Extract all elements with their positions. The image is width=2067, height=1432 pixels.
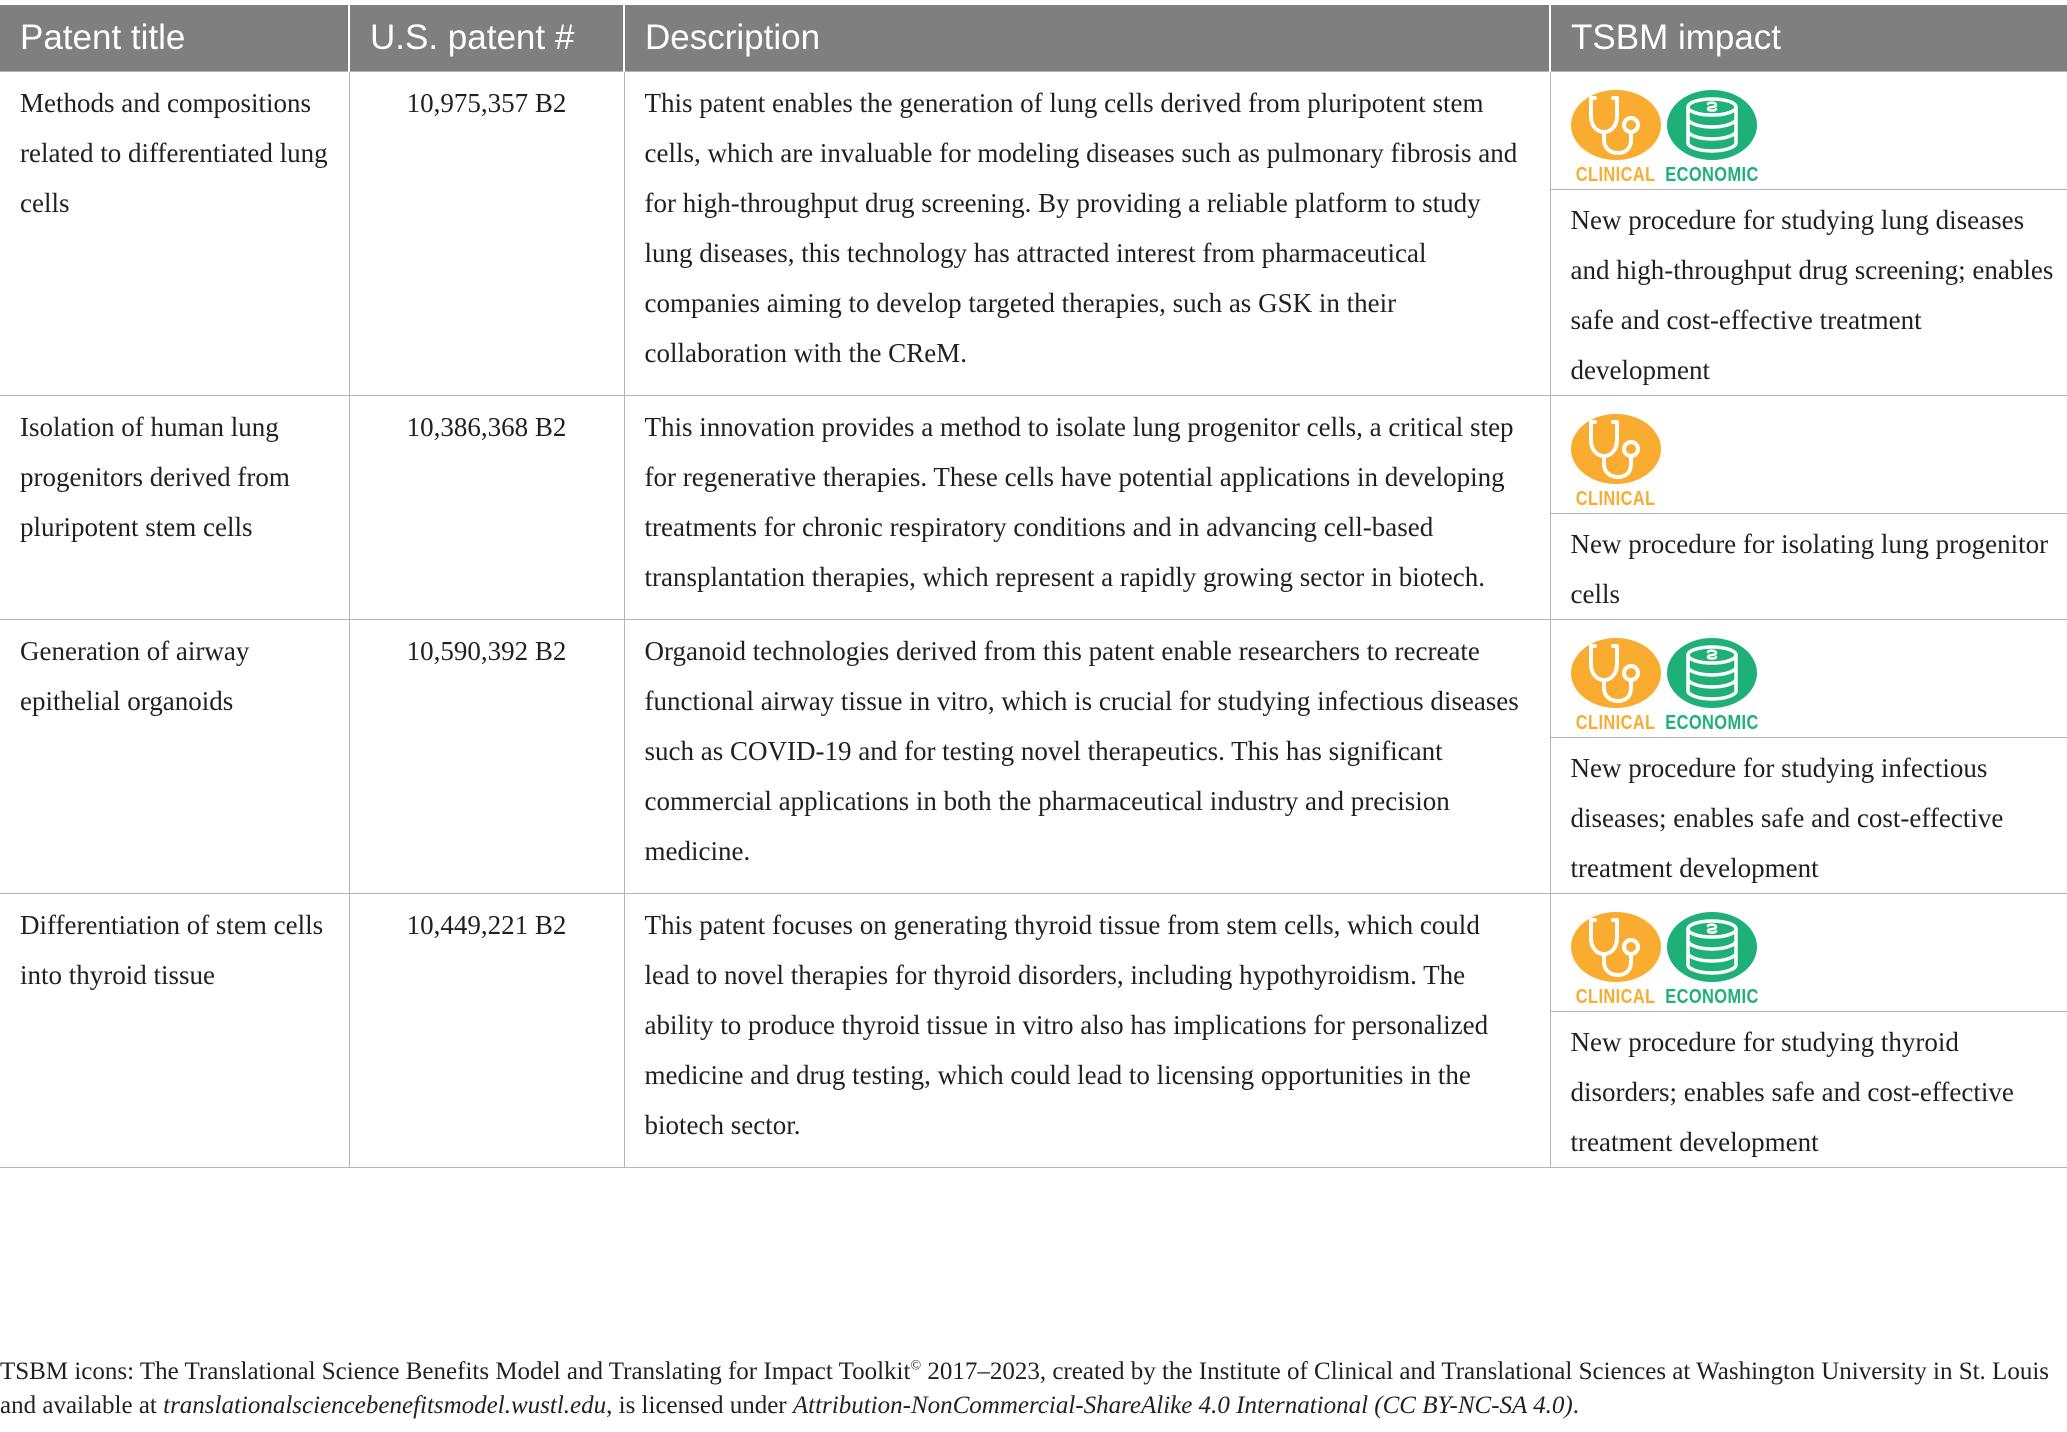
impact-icons xyxy=(1551,894,2067,1012)
patent-description: Organoid technologies derived from this patent enable researchers to recreate functional airway tissue in vitro, which is crucial for studying infectious diseases such as COVID-19 and for testing novel therapeutics. This has significant commercial applications in both the pharmaceutical industry and precision medicine. xyxy=(644,635,1519,866)
footnote-url: translationalsciencebenefitsmodel.wustl.edu xyxy=(163,1392,607,1419)
stethoscope-icon xyxy=(1571,912,1661,982)
patent-number: 10,590,392 B2 xyxy=(406,635,567,666)
copyright-mark: © xyxy=(910,1358,922,1374)
patent-title: Isolation of human lung progenitors derived from pluripotent stem cells xyxy=(20,411,290,542)
stethoscope-icon xyxy=(1571,638,1661,708)
description-cell xyxy=(624,395,1550,619)
table-row xyxy=(0,893,2067,1167)
patent-number-cell xyxy=(349,395,624,619)
footnote xyxy=(0,1355,2060,1423)
patent-title: Generation of airway epithelial organoids xyxy=(20,635,250,716)
economic-impact-badge xyxy=(1664,638,1759,737)
patent-description: This innovation provides a method to isolate lung progenitor cells, a critical step for regenerative therapies. These cells have potential applications in developing treatments for chronic respiratory conditions and in advancing cell-based transplantation therapies, which represent a rapidly growing sector in biotech. xyxy=(644,411,1514,592)
table-row xyxy=(0,71,2067,395)
header-tsbm-impact: TSBM impact xyxy=(1550,5,2067,71)
tsbm-impact-cell xyxy=(1550,395,2067,619)
economic-impact-badge xyxy=(1664,912,1759,1011)
patents-table xyxy=(0,5,2067,1168)
patent-number: 10,449,221 B2 xyxy=(406,909,567,940)
impact-description: New procedure for studying infectious diseases; enables safe and cost-effective treatment development xyxy=(1570,752,2004,883)
economic-label: ECONOMIC xyxy=(1664,163,1759,186)
patent-number-cell xyxy=(349,619,624,893)
footnote-text: 2017–2023, created by the Institute of Clinical and Translational Sciences at Washington University in St. Louis and available at xyxy=(0,1358,2049,1419)
coin-stack-icon xyxy=(1667,912,1757,982)
impact-description: New procedure for studying thyroid disorders; enables safe and cost-effective treatment development xyxy=(1570,1026,2014,1157)
impact-description: New procedure for studying lung diseases and high-throughput drug screening; enables safe and cost-effective treatment development xyxy=(1570,204,2054,385)
patent-number-cell xyxy=(349,893,624,1167)
patent-title-cell xyxy=(0,619,349,893)
economic-label: ECONOMIC xyxy=(1664,711,1759,734)
clinical-label: CLINICAL xyxy=(1575,711,1656,734)
patent-number: 10,386,368 B2 xyxy=(406,411,567,442)
coin-stack-icon xyxy=(1667,90,1757,160)
tsbm-impact-cell xyxy=(1550,71,2067,395)
table-header xyxy=(0,5,2067,71)
table-row xyxy=(0,619,2067,893)
header-patent-title: Patent title xyxy=(0,5,349,71)
economic-impact-badge xyxy=(1664,90,1759,189)
footnote-text: TSBM icons: The Translational Science Benefits Model and Translating for Impact Toolkit xyxy=(0,1358,911,1385)
clinical-label: CLINICAL xyxy=(1575,985,1656,1008)
clinical-impact-badge xyxy=(1571,912,1661,1011)
economic-label: ECONOMIC xyxy=(1664,985,1759,1008)
patent-title: Methods and compositions related to differentiated lung cells xyxy=(20,87,328,218)
clinical-impact-badge xyxy=(1571,414,1661,513)
patent-title-cell xyxy=(0,71,349,395)
impact-icons xyxy=(1551,396,2067,514)
header-description: Description xyxy=(624,5,1550,71)
footnote-text: , is licensed under xyxy=(606,1392,793,1419)
clinical-label: CLINICAL xyxy=(1575,487,1656,510)
patent-title: Differentiation of stem cells into thyroid tissue xyxy=(20,909,324,990)
impact-description: New procedure for isolating lung progenitor cells xyxy=(1570,528,2049,609)
table-row xyxy=(0,395,2067,619)
clinical-label: CLINICAL xyxy=(1575,163,1656,186)
impact-icons xyxy=(1551,620,2067,738)
patent-number: 10,975,357 B2 xyxy=(406,87,567,118)
stethoscope-icon xyxy=(1571,414,1661,484)
coin-stack-icon xyxy=(1667,638,1757,708)
patent-title-cell xyxy=(0,395,349,619)
tsbm-impact-cell xyxy=(1550,619,2067,893)
patent-description: This patent enables the generation of lung cells derived from pluripotent stem cells, which are invaluable for modeling diseases such as pulmonary fibrosis and for high-throughput drug screening. By providing a reliable platform to study lung diseases, this technology has attracted interest from pharmaceutical companies aiming to develop targeted therapies, such as GSK in their collaboration with the CReM. xyxy=(644,87,1518,368)
stethoscope-icon xyxy=(1571,90,1661,160)
tsbm-impact-cell xyxy=(1550,893,2067,1167)
description-cell xyxy=(624,893,1550,1167)
header-patent-number: U.S. patent # xyxy=(349,5,624,71)
patent-title-cell xyxy=(0,893,349,1167)
patent-description: This patent focuses on generating thyroid tissue from stem cells, which could lead to novel therapies for thyroid disorders, including hypothyroidism. The ability to produce thyroid tissue in vitro also has implications for personalized medicine and drug testing, which could lead to licensing opportunities in the biotech sector. xyxy=(644,909,1489,1140)
patent-number-cell xyxy=(349,71,624,395)
description-cell xyxy=(624,71,1550,395)
clinical-impact-badge xyxy=(1571,90,1661,189)
footnote-text: . xyxy=(1572,1392,1579,1419)
impact-icons xyxy=(1551,72,2067,190)
table-body xyxy=(0,71,2067,1167)
footnote-license: Attribution-NonCommercial-ShareAlike 4.0 International (CC BY-NC-SA 4.0) xyxy=(792,1392,1573,1419)
clinical-impact-badge xyxy=(1571,638,1661,737)
description-cell xyxy=(624,619,1550,893)
